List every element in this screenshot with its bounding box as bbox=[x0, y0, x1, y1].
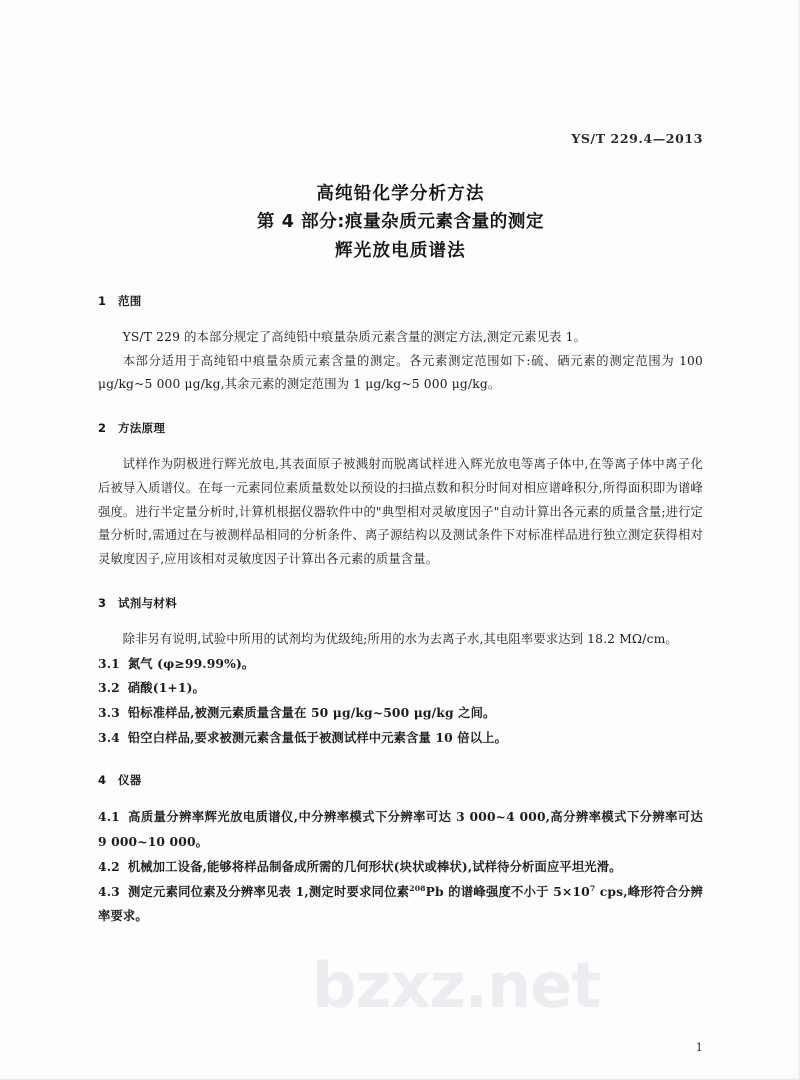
clause-title-3: 试剂与材料 bbox=[118, 595, 177, 610]
clause-heading-2 bbox=[98, 420, 703, 436]
clause1-paragraph-2: 本部分适用于高纯铅中痕量杂质元素含量的测定。各元素测定范围如下:硫、硒元素的测定范围为 100 μg/kg~5 000 μg/kg,其余元素的测定范围为 1 μg/kg~5 000 μg/kg。 bbox=[98, 353, 703, 392]
title-line-3: 辉光放电质谱法 bbox=[335, 240, 466, 261]
item-index: 3.3 bbox=[98, 704, 120, 720]
clause-title-1: 范围 bbox=[118, 294, 142, 309]
watermark-text: bzxz.net bbox=[312, 949, 600, 1022]
item-text: 硝酸(1+1)。 bbox=[127, 680, 205, 696]
item-text-part-3: cps,峰形符合分辨率要求。 bbox=[98, 883, 703, 924]
exponent-superscript-7: 7 bbox=[589, 883, 596, 893]
list-item bbox=[98, 855, 703, 880]
item-index: 4.2 bbox=[98, 858, 120, 874]
item-text-part-1: 测定元素同位素及分辨率见表 1,测定时要求同位素 bbox=[127, 883, 410, 899]
item-text-part-2: Pb 的谱峰强度不小于 5×10 bbox=[425, 883, 590, 899]
clause-number-3: 3 bbox=[98, 595, 107, 610]
standard-code-header: YS/T 229.4—2013 bbox=[571, 131, 703, 146]
item-text: 高质量分辨率辉光放电质谱仪,中分辨率模式下分辨率可达 3 000~4 000,高分辨率模式下分辨率可达 9 000~10 000。 bbox=[98, 809, 703, 850]
title-line-2: 第 4 部分:痕量杂质元素含量的测定 bbox=[256, 212, 545, 233]
clause-heading-4 bbox=[98, 772, 703, 788]
list-item bbox=[98, 880, 703, 929]
clause1-paragraph-1: YS/T 229 的本部分规定了高纯铅中痕量杂质元素含量的测定方法,测定元素见表 1。 bbox=[122, 330, 587, 345]
clause-number-1: 1 bbox=[98, 294, 107, 309]
item-index: 3.4 bbox=[98, 729, 120, 745]
item-text: 铅空白样品,要求被测元素含量低于被测试样中元素含量 10 倍以上。 bbox=[127, 729, 508, 745]
item-text: 铅标准样品,被测元素质量含量在 50 μg/kg~500 μg/kg 之间。 bbox=[127, 704, 496, 720]
item-text: 氮气 (φ≥99.99%)。 bbox=[127, 655, 255, 671]
clause-title-4: 仪器 bbox=[118, 773, 142, 788]
clause3-paragraph-1: 除非另有说明,试验中所用的试剂均为优级纯;所用的水为去离子水,其电阻率要求达到 18.2 MΩ/cm。 bbox=[122, 631, 678, 646]
item-index: 3.1 bbox=[98, 655, 120, 671]
list-item bbox=[98, 676, 703, 701]
clause-number-4: 4 bbox=[98, 773, 107, 788]
item-index: 4.1 bbox=[98, 809, 120, 825]
list-item bbox=[98, 726, 703, 751]
item-text: 机械加工设备,能够将样品制备成所需的几何形状(块状或棒状),试样待分析面应平坦光滑。 bbox=[127, 858, 622, 874]
clause2-paragraph-1: 试样作为阴极进行辉光放电,其表面原子被溅射而脱离试样进入辉光放电等离子体中,在等离子体中离子化后被导入质谱仪。在每一元素同位素质量数处以预设的扫描点数和积分时间对相应谱峰积分,所得面积即为谱峰强度。进行半定量分析时,计算机根据仪器软件中的"典型相对灵敏度因子"自动计算出各元素的质量含量;进行定量分析时,需通过在与被测样品相同的分析条件、离子源结构以及测试条件下对标准样品进行独立测定获得相对灵敏度因子,应用该相对灵敏度因子计算出各元素的质量含量。 bbox=[98, 457, 703, 567]
item-index: 3.2 bbox=[98, 680, 120, 696]
clause-heading-1 bbox=[98, 293, 703, 309]
title-line-1: 高纯铅化学分析方法 bbox=[316, 184, 485, 204]
isotope-superscript-208: 208 bbox=[409, 883, 426, 893]
item-text-4-3 bbox=[98, 884, 703, 924]
clause-title-2: 方法原理 bbox=[118, 421, 166, 436]
clause-heading-3 bbox=[98, 595, 703, 611]
list-item bbox=[98, 701, 703, 726]
clause-number-2: 2 bbox=[98, 421, 107, 436]
page-number: 1 bbox=[695, 1040, 703, 1054]
item-index: 4.3 bbox=[98, 883, 120, 899]
document-title bbox=[98, 180, 703, 265]
list-item bbox=[98, 805, 703, 854]
list-item bbox=[98, 652, 703, 677]
